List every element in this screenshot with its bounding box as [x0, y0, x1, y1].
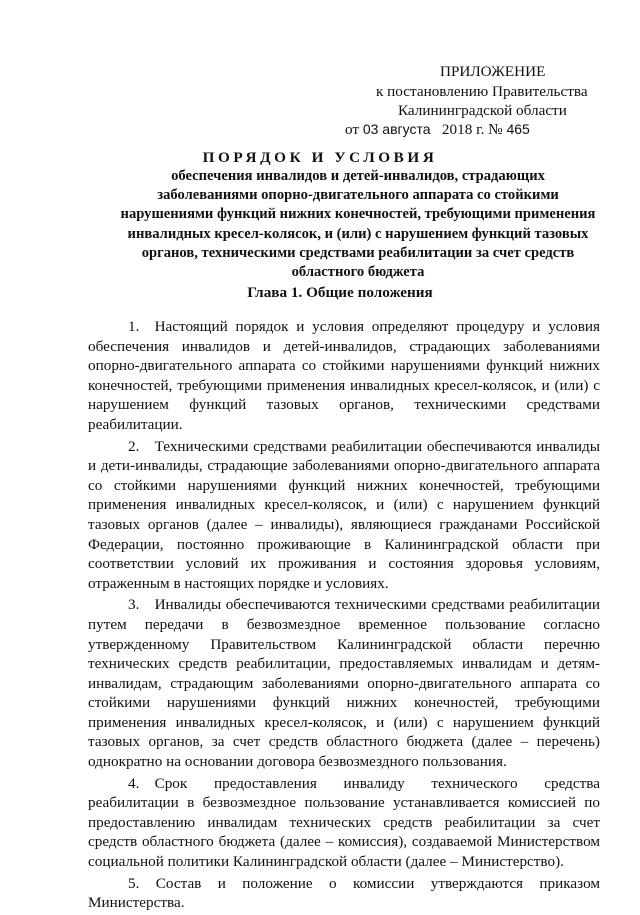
- paragraph-4: 4. Срок предоставления инвалиду технического средства реабилитации в безвозмездное пользование устанавливается комиссией по предоставлению инвалидам технических средств реабилитации за счет средств областного бюджета (далее – комиссия), создаваемой Министерством социальной политики Калининградской области (далее – Министерство).: [88, 774, 600, 871]
- paragraph-1: 1. Настоящий порядок и условия определяют процедуру и условия обеспечения инвалидов и детей-инвалидов, страдающих заболеваниями опорно-двигательного аппарата со стойкими нарушениями функций нижних конечностей, требующими применения инвалидных кресел-колясок, и (или) с нарушением функций тазовых органов, техническими средствами реабилитации.: [88, 318, 600, 433]
- subtitle-line: обеспечения инвалидов и детей-инвалидов, страдающих: [171, 168, 545, 184]
- resolution-reference: к постановлению Правительства: [376, 83, 588, 100]
- subtitle-line: органов, техническими средствами реабилитации за счет средств: [141, 244, 575, 261]
- appendix-label: ПРИЛОЖЕНИЕ: [440, 63, 546, 80]
- subtitle-line: заболеваниями опорно-двигательного аппарата со стойкими: [157, 187, 559, 204]
- paragraph-3: 3. Инвалиды обеспечиваются техническими средствами реабилитации путем передачи в безвозмездное временное пользование согласно утвержденному Правительством Калининградской области перечню технических средств реабилитации, предоставляемых инвалидам и детям-инвалидам, страдающим заболеваниями опорно-двигательного аппарата со стойкими нарушениями функций нижних конечностей, требующими применения инвалидных кресел-колясок, и (или) с нарушением функций тазовых органов, за счет средств областного бюджета (далее – перечень) однократно на основании договора безвозмездного пользования.: [88, 596, 600, 771]
- resolution-number: 465: [506, 121, 530, 137]
- resolution-date-line: [345, 120, 530, 140]
- subtitle-line: нарушениями функций нижних конечностей, требующими применения: [120, 206, 596, 223]
- document-subtitle: [108, 167, 608, 282]
- date-prefix: от: [345, 121, 360, 138]
- document-body: [88, 317, 600, 915]
- resolution-year: 2018 г. №: [441, 121, 503, 138]
- region-name: Калининградской области: [398, 102, 567, 119]
- resolution-date: 03 августа: [362, 121, 431, 137]
- subtitle-line: инвалидных кресел-колясок, и (или) с нарушением функций тазовых: [127, 225, 589, 242]
- document-title: ПОРЯДОК И УСЛОВИЯ: [202, 149, 438, 166]
- chapter-heading: Глава 1. Общие положения: [247, 284, 433, 301]
- paragraph-2: 2. Техническими средствами реабилитации обеспечиваются инвалиды и дети-инвалиды, страдающие заболеваниями опорно-двигательного аппарата со стойкими нарушениями функций нижних конечностей, требующими применения инвалидных кресел-колясок, и (или) с нарушением функций тазовых органов (далее – инвалиды), являющиеся гражданами Российской Федерации, постоянно проживающие в Калининградской области при соответствии условий их проживания и состояния здоровья условиям, отраженным в настоящих порядке и условиях.: [88, 437, 600, 592]
- paragraph-5: 5. Состав и положение о комиссии утверждаются приказом Министерства.: [88, 874, 600, 912]
- subtitle-line: областного бюджета: [291, 264, 425, 281]
